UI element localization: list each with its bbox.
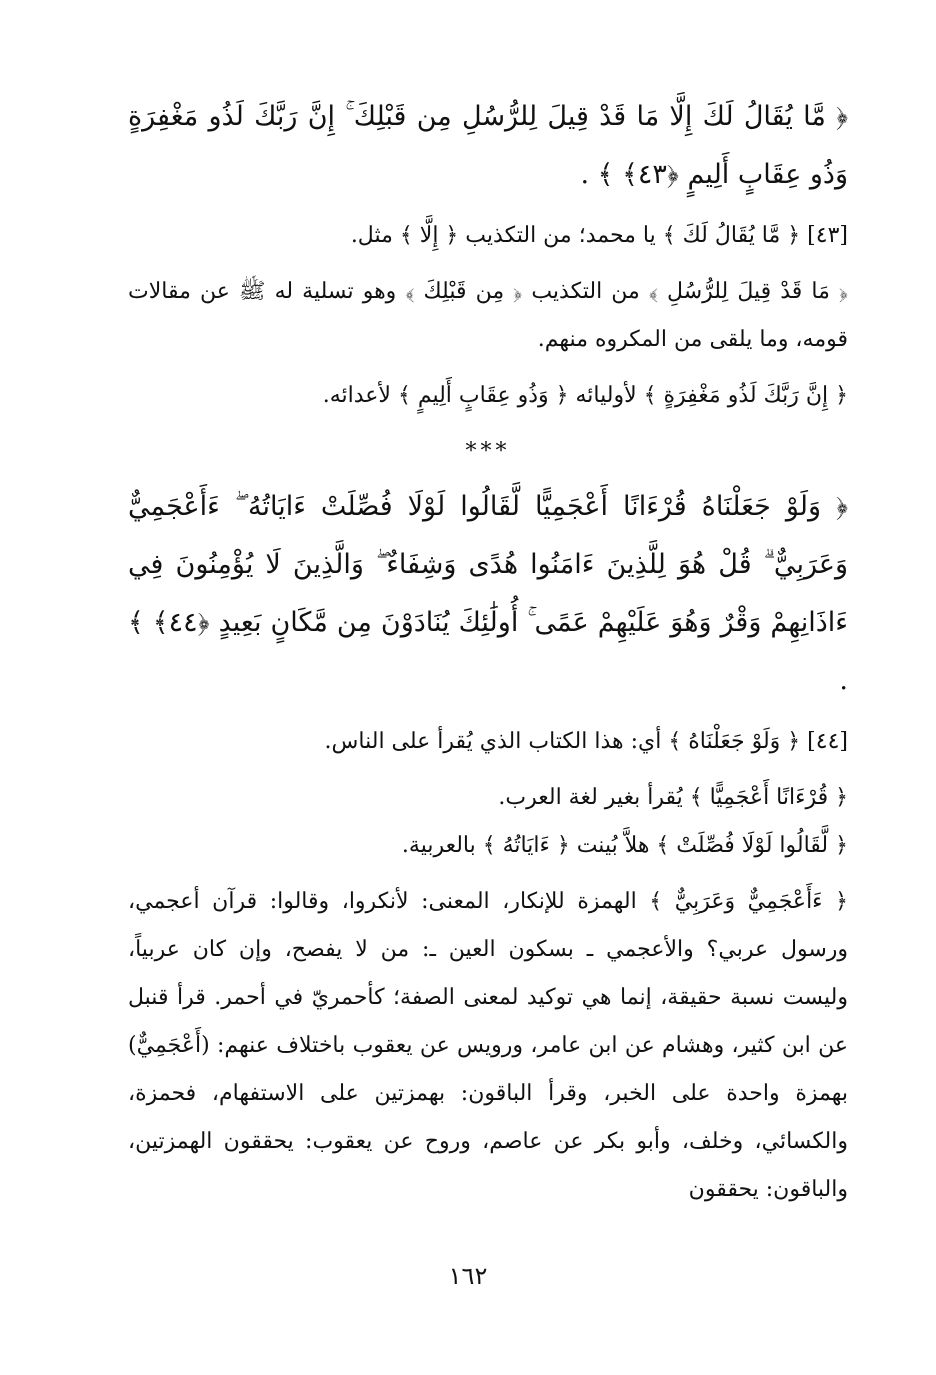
tafsir-43-line-1: [٤٣] ﴿ مَّا يُقَالُ لَكَ ﴾ يا محمد؛ من التكذيب ﴿ إِلَّا ﴾ مثل. — [350, 223, 848, 248]
tafsir-44-line-3: ﴿ لَّقَالُوا لَوْلَا فُصِّلَتْ ﴾ هلاَّ بُينت ﴿ ءَايَاتُهُ ﴾ بالعربية. — [401, 833, 848, 858]
verse-43: ﴿ مَّا يُقَالُ لَكَ إِلَّا مَا قَدْ قِيلَ لِلرُّسُلِ مِن قَبْلِكَ ۚ إِنَّ رَبَّكَ لَذُو مَغْفِرَةٍ وَذُو عِقَابٍ أَلِيمٍ ﴿٤٣﴾ ﴾ . — [128, 101, 848, 190]
page-number: ١٦٢ — [448, 1262, 488, 1290]
tafsir-43-line-2: ﴿ مَا قَدْ قِيلَ لِلرُّسُلِ ﴾ من التكذيب ﴿ مِن قَبْلِكَ ﴾ وهو تسلية له ﷺ عن مقالات قومه، وما يلقى من المكروه منهم. — [128, 279, 848, 352]
tafsir-43-line-3: ﴿ إِنَّ رَبَّكَ لَذُو مَغْفِرَةٍ ﴾ لأوليائه ﴿ وَذُو عِقَابٍ أَلِيمٍ ﴾ لأعدائه. — [322, 383, 848, 408]
tafsir-44-paragraph: ﴿ ءَأَعْجَمِيٌّ وَعَرَبِيٌّ ﴾ الهمزة للإنكار، المعنى: لأنكروا، وقالوا: قرآن أعجمي، ورسول عربي؟ والأعجمي ـ بسكون العين ـ: من لا يفصح، وإن كان عربياً، وليست نسبة حقيقة، إنما هي توكيد لمعنى الصفة؛ كأحمريّ في أحمر. قرأ قنبل عن ابن كثير، وهشام عن ابن عامر، ورويس عن يعقوب باختلاف عنهم: (أَعْجَمِيٌّ) بهمزة واحدة على الخبر، وقرأ الباقون: بهمزتين على الاستفهام، فحمزة، والكسائي، وخلف، وأبو بكر عن عاصم، وروح عن يعقوب: يحققون الهمزتين، والباقون: يحققون — [128, 889, 848, 1202]
tafsir-44-line-2: ﴿ قُرْءَانًا أَعْجَمِيًّا ﴾ يُقرأ بغير لغة العرب. — [498, 785, 848, 810]
tafsir-44-line-1: [٤٤] ﴿ وَلَوْ جَعَلْنَاهُ ﴾ أي: هذا الكتاب الذي يُقرأ على الناس. — [324, 729, 848, 754]
section-separator: *** — [465, 439, 511, 464]
verse-44: ﴿ وَلَوْ جَعَلْنَاهُ قُرْءَانًا أَعْجَمِيًّا لَّقَالُوا لَوْلَا فُصِّلَتْ ءَايَاتُهُ ۖ ءَأَعْجَمِيٌّ وَعَرَبِيٌّ ۗ قُلْ هُوَ لِلَّذِينَ ءَامَنُوا هُدًى وَشِفَاءٌ ۖ وَالَّذِينَ لَا يُؤْمِنُونَ فِي ءَاذَانِهِمْ وَقْرٌ وَهُوَ عَلَيْهِمْ عَمًى ۚ أُولَٰئِكَ يُنَادَوْنَ مِن مَّكَانٍ بَعِيدٍ ﴿٤٤﴾ ﴾ . — [128, 491, 848, 696]
page-body — [128, 88, 848, 1214]
